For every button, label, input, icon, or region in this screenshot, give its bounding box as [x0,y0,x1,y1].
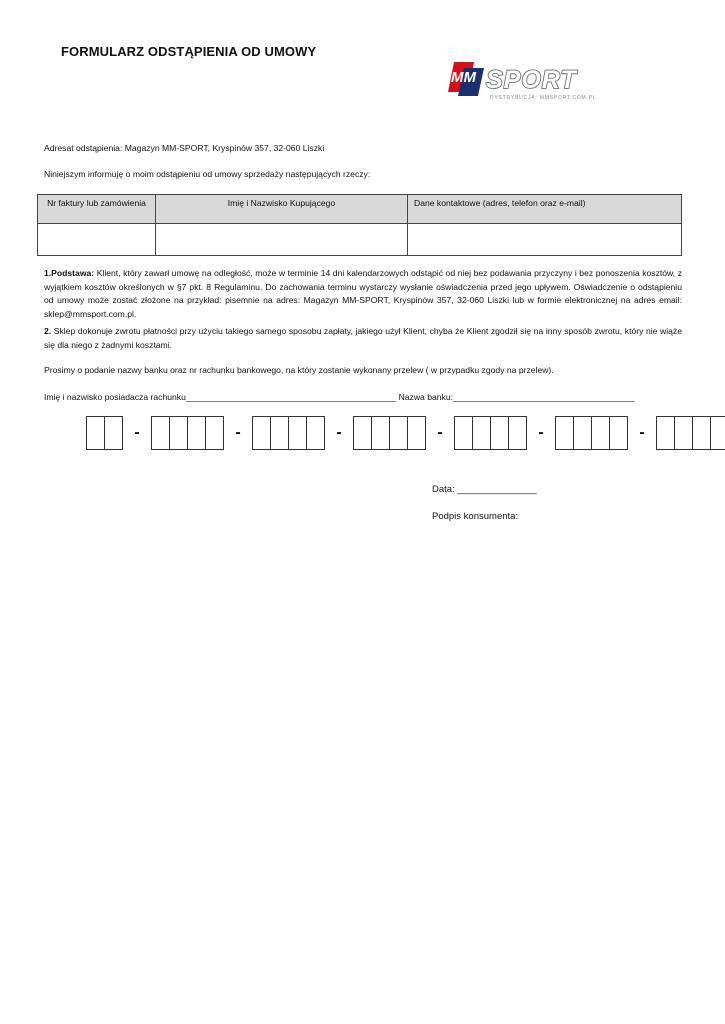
contact-details-field[interactable] [408,224,682,256]
date-field[interactable]: Data: _______________ [432,484,537,495]
account-digit-box[interactable] [473,417,491,449]
paragraph-basis-label: 1.Podstawa: [44,268,95,278]
account-digit-box[interactable] [390,417,408,449]
account-digit-box[interactable] [206,417,223,449]
account-digit-box[interactable] [574,417,592,449]
account-digit-box[interactable] [271,417,289,449]
account-holder-field[interactable]: ____________________________________________ [185,392,397,402]
account-digit-box[interactable] [289,417,307,449]
addressee-line: Adresat odstąpienia: Magazyn MM-SPORT, Kryspinów 357, 32-060 Liszki [44,143,325,153]
account-digit-box[interactable] [556,417,574,449]
logo-name-text: SPORT [486,66,577,94]
document-title: FORMULARZ ODSTĄPIENIA OD UMOWY [61,44,317,59]
mmsport-logo-graphic [444,58,592,98]
account-digit-box[interactable] [372,417,390,449]
header-invoice-number: Nr faktury lub zamówienia [38,195,156,224]
account-digit-box[interactable] [509,417,526,449]
account-number-group [151,416,224,450]
account-digit-box[interactable] [455,417,473,449]
signature-label: Podpis konsumenta: [432,511,519,522]
account-digit-box[interactable] [105,417,122,449]
mmsport-logo [444,58,597,106]
header-buyer-name: Imię i Nazwisko Kupującego [156,195,408,224]
bank-name-label: Nazwa banku: [398,392,454,402]
account-digit-box[interactable] [657,417,675,449]
account-digit-box[interactable] [87,417,105,449]
account-digit-box[interactable] [408,417,425,449]
bank-name-field[interactable]: ______________________________________ [453,392,635,402]
account-digit-box[interactable] [307,417,324,449]
account-digit-box[interactable] [188,417,206,449]
account-holder-label: Imię i nazwisko posiadacza rachunku [44,392,186,402]
account-digit-box[interactable] [711,417,725,449]
bank-details-line [44,392,635,403]
items-table-header [38,195,682,224]
account-number-separator: - [336,424,342,441]
account-number-separator: - [538,424,544,441]
account-digit-box[interactable] [152,417,170,449]
account-number-boxes [86,416,725,450]
account-digit-box[interactable] [675,417,693,449]
account-number-group [656,416,725,450]
logo-tagline: DYSTRYBUCJA: MMSPORT.COM.PL [490,95,597,101]
account-digit-box[interactable] [354,417,372,449]
account-number-separator: - [639,424,645,441]
bank-request-text: Prosimy o podanie nazwy banku oraz nr rachunku bankowego, na który zostanie wykonany przelew ( w przypadku zgody na przelew). [44,365,554,375]
buyer-name-field[interactable] [156,224,408,256]
account-number-group [353,416,426,450]
table-row [38,224,682,256]
items-table [37,194,682,256]
account-digit-box[interactable] [170,417,188,449]
account-digit-box[interactable] [693,417,711,449]
paragraph-basis [44,267,682,321]
paragraph-refund-text: Sklep dokonuje zwrotu płatności przy użyciu takiego samego sposobu zapłaty, jakiego użył Klient, chyba że Klient zgodził się na inny sposób zwrotu, który nie wiąże się dla niego z żadnymi kosztami. [44,326,682,350]
account-number-group [454,416,527,450]
account-number-separator: - [437,424,443,441]
paragraph-refund-label: 2. [44,326,52,336]
header-contact-details: Dane kontaktowe (adres, telefon oraz e-mail) [408,195,682,224]
account-digit-box[interactable] [491,417,509,449]
account-digit-box[interactable] [592,417,610,449]
account-number-group [252,416,325,450]
paragraph-basis-text: Klient, który zawarł umowę na odległość, może w terminie 14 dni kalendarzowych odstąpić od niej bez podawania przyczyny i bez ponoszenia kosztów, z wyjątkiem kosztów określonych w §7 pkt. 8 Regulaminu. Do zachowania terminu wystarczy wysłanie oświadczenia przed jego upływem. Oświadczenie o odstąpieniu od umowy może zostać złożone na przykład: pisemnie na adres: Magazyn MM-SPORT, Kryspinów 357, 32-060 Liszki lub w formie elektronicznej na adres email: sklep@mmsport.com.pl. [44,268,682,319]
paragraph-refund [44,325,682,352]
account-number-group [555,416,628,450]
account-digit-box[interactable] [610,417,627,449]
account-number-group [86,416,123,450]
invoice-number-field[interactable] [38,224,156,256]
account-number-separator: - [235,424,241,441]
account-digit-box[interactable] [253,417,271,449]
account-number-separator: - [134,424,140,441]
intro-line: Niniejszym informuję o moim odstąpieniu od umowy sprzedaży następujących rzeczy: [44,169,371,179]
logo-mark-text: MM [451,69,476,86]
